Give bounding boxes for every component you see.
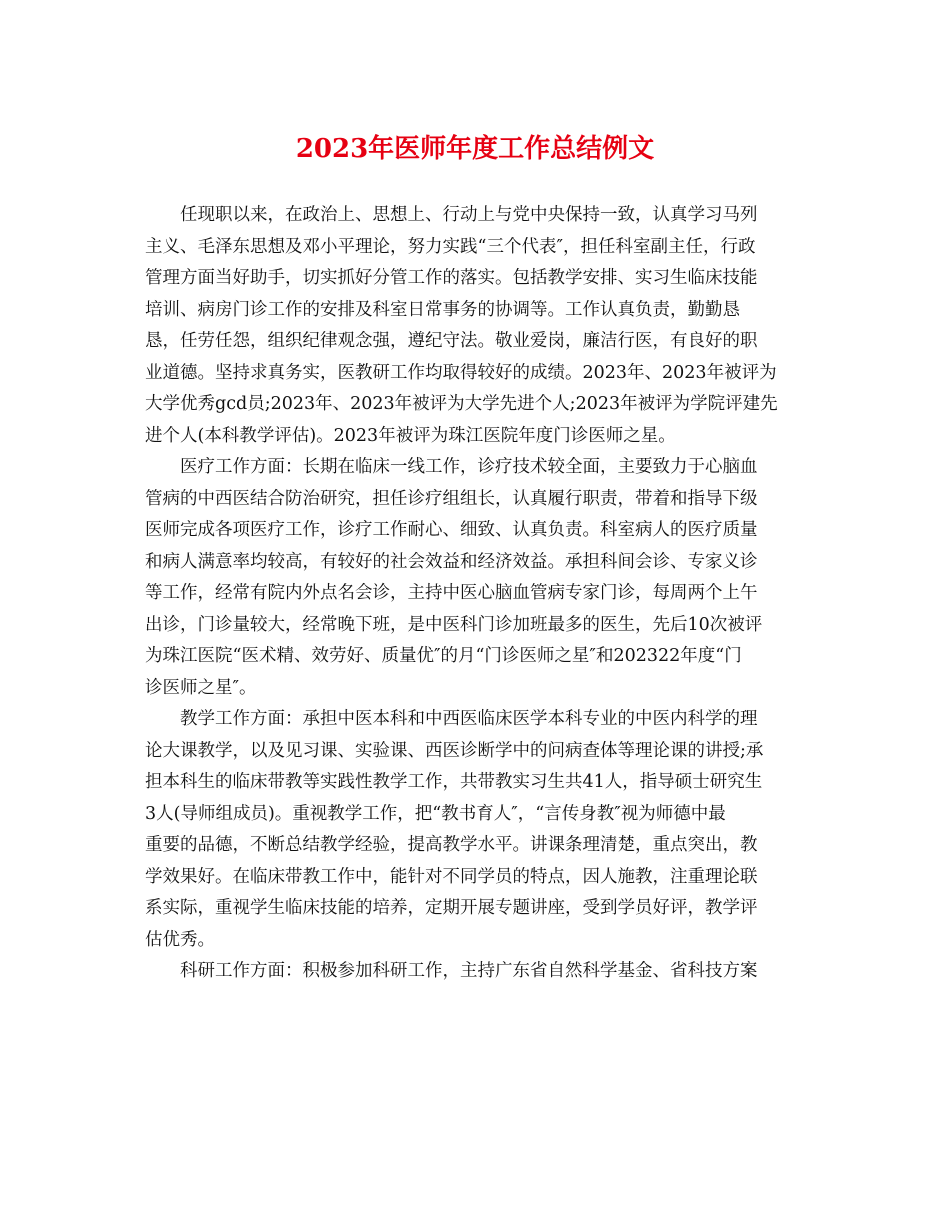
paragraph-line: 系实际，重视学生临床技能的培养，定期开展专题讲座，受到学员好评，教学评 — [145, 898, 758, 918]
paragraph-medical-work — [145, 452, 805, 704]
paragraph-line: 学效果好。在临床带教工作中，能针对不同学员的特点，因人施教，注重理论联 — [145, 866, 758, 887]
paragraph-line: 重要的品德，不断总结教学经验，提高教学水平。讲课条理清楚，重点突出，教 — [145, 835, 758, 855]
paragraph-line: 医疗工作方面：长期在临床一线工作，诊疗技术较全面，主要致力于心脑血 — [180, 457, 758, 477]
paragraph-line: 担本科生的临床带教等实践性教学工作，共带教实习生共41人，指导硕士研究生 — [145, 772, 763, 792]
paragraph-line: 诊医师之星″。 — [145, 677, 257, 698]
document-body — [145, 200, 805, 988]
paragraph-line: 大学优秀gcd员;2023年、2023年被评为大学先进个人;2023年被评为学院评建先 — [145, 394, 778, 414]
paragraph-line: 医师完成各项医疗工作，诊疗工作耐心、细致、认真负责。科室病人的医疗质量 — [145, 520, 758, 540]
paragraph-line: 管理方面当好助手，切实抓好分管工作的落实。包括教学安排、实习生临床技能 — [145, 268, 758, 288]
paragraph-line: 主义、毛泽东思想及邓小平理论，努力实践“三个代表″，担任科室副主任，行政 — [145, 236, 756, 257]
paragraph-line: 培训、病房门诊工作的安排及科室日常事务的协调等。工作认真负责，勤勤恳 — [145, 299, 740, 320]
paragraph-line: 进个人(本科教学评估)。2023年被评为珠江医院年度门诊医师之星。 — [145, 425, 676, 446]
paragraph-line: 论大课教学，以及见习课、实验课、西医诊断学中的问病查体等理论课的讲授;承 — [145, 740, 764, 761]
paragraph-line: 教学工作方面：承担中医本科和中西医临床医学本科专业的中医内科学的理 — [180, 709, 758, 729]
paragraph-line: 3人(导师组成员)。重视教学工作，把“教书育人″，“言传身教″视为师德中最 — [145, 803, 726, 824]
paragraph-teaching-work — [145, 704, 805, 956]
paragraph-line: 管病的中西医结合防治研究，担任诊疗组组长，认真履行职责，带着和指导下级 — [145, 488, 758, 509]
paragraph-line: 为珠江医院“医术精、效劳好、质量优″的月“门诊医师之星″和202322年度“门 — [145, 646, 742, 666]
paragraph-line: 等工作，经常有院内外点名会诊，主持中医心脑血管病专家门诊，每周两个上午 — [145, 583, 758, 603]
paragraph-line: 和病人满意率均较高，有较好的社会效益和经济效益。承担科间会诊、专家义诊 — [145, 551, 758, 572]
paragraph-research-work — [145, 956, 805, 988]
paragraph-intro — [145, 200, 805, 452]
document-title: 2023年医师年度工作总结例文 — [295, 134, 655, 164]
paragraph-line: 业道德。坚持求真务实，医教研工作均取得较好的成绩。2023年、2023年被评为 — [145, 362, 777, 383]
paragraph-line: 恳，任劳任怨，组织纪律观念强，遵纪守法。敬业爱岗，廉洁行医，有良好的职 — [145, 331, 758, 351]
paragraph-line: 科研工作方面：积极参加科研工作，主持广东省自然科学基金、省科技方案 — [180, 961, 758, 981]
paragraph-line: 出诊，门诊量较大，经常晚下班，是中医科门诊加班最多的医生，先后10次被评 — [145, 614, 763, 635]
paragraph-line: 任现职以来，在政治上、思想上、行动上与党中央保持一致，认真学习马列 — [180, 205, 758, 225]
paragraph-line: 估优秀。 — [145, 929, 215, 950]
